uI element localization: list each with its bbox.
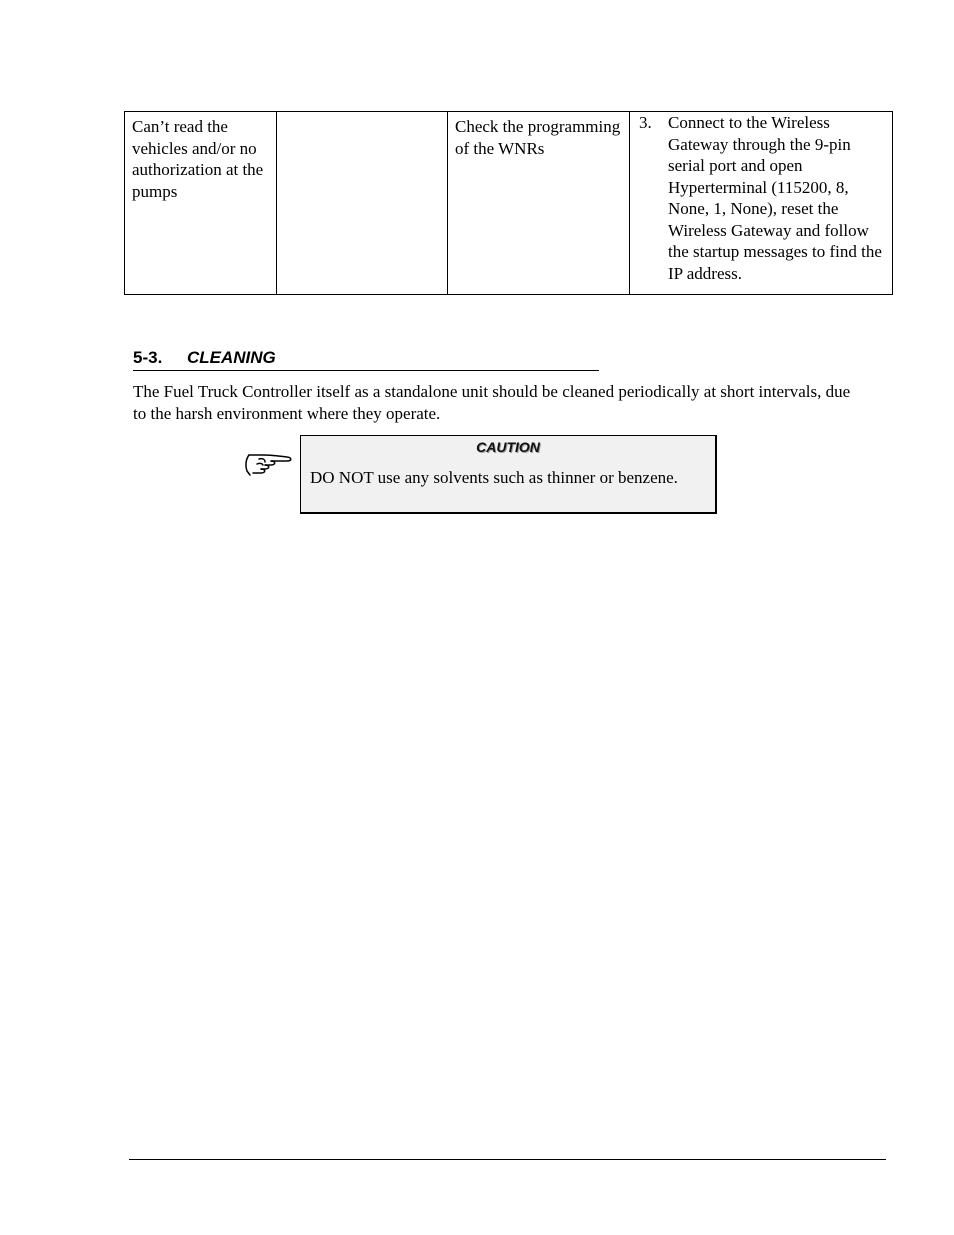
- solution-step: [637, 112, 885, 284]
- caution-title: CAUTION: [476, 439, 540, 455]
- empty-cell: [277, 112, 448, 295]
- step-number: 3.: [639, 113, 652, 132]
- caution-box: [300, 435, 717, 514]
- problem-cell: Can’t read the vehicles and/or no authorization at the pumps: [125, 112, 277, 295]
- pointing-hand-icon: [243, 451, 295, 477]
- step-text: Connect to the Wireless Gateway through the 9-pin serial port and open Hyperterminal (115200, 8, None, 1, None), reset the Wireless Gateway and follow the startup messages to find the IP address.: [668, 113, 882, 283]
- caution-text: DO NOT use any solvents such as thinner or benzene.: [310, 468, 678, 487]
- action-cell: Check the programming of the WNRs: [448, 112, 630, 295]
- section-title: CLEANING: [187, 348, 276, 367]
- troubleshooting-table: [124, 111, 893, 295]
- section-number: 5-3.: [133, 348, 163, 367]
- section-heading: [133, 348, 599, 371]
- footer-divider: [129, 1159, 886, 1160]
- cleaning-paragraph: The Fuel Truck Controller itself as a standalone unit should be cleaned periodically at short intervals, due to the harsh environment where they operate.: [133, 382, 851, 423]
- solution-cell: [630, 112, 893, 295]
- table-row: [125, 112, 893, 295]
